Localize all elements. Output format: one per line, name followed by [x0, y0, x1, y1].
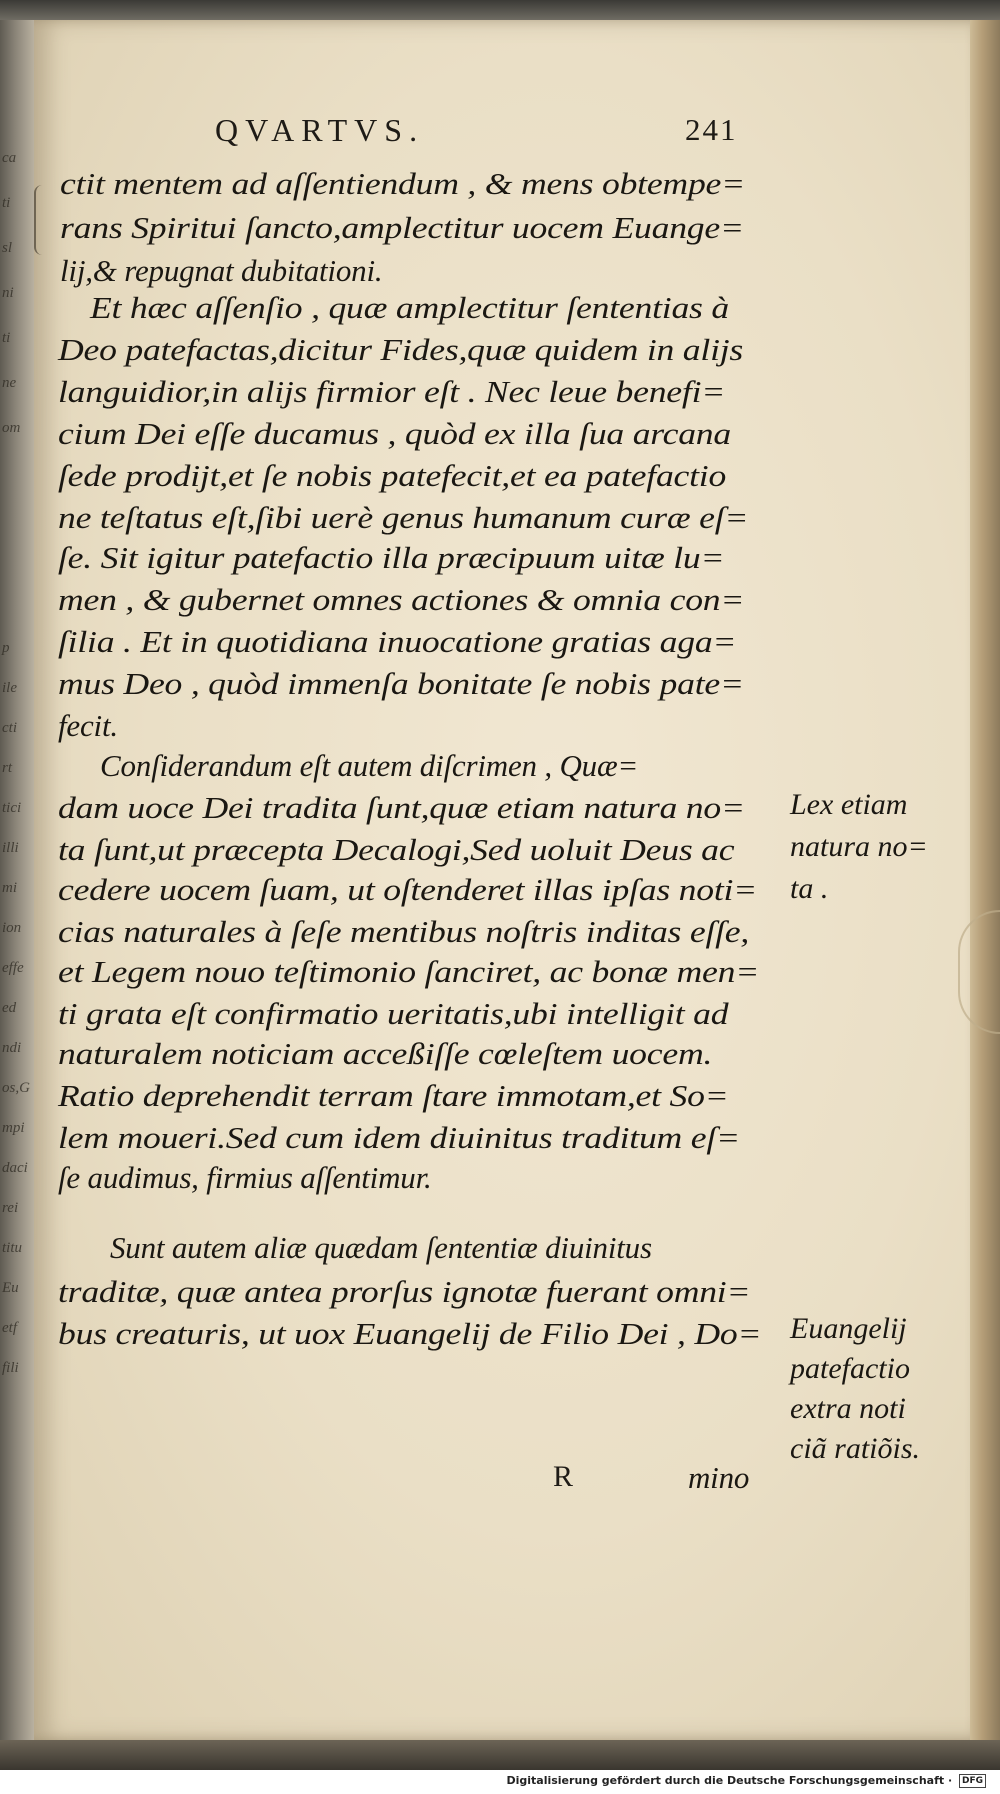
gutter-fragment: ne [2, 375, 17, 391]
gutter-fragment: effe [2, 960, 24, 976]
text-line: ta ſunt,ut præcepta Decalogi,Sed uoluit Deus ac [58, 832, 735, 867]
gutter-fragment: fili [2, 1360, 19, 1376]
text-line: ſede prodijt,et ſe nobis patefecit,et ea patefactio [58, 458, 727, 493]
margin-note-line: extra noti [790, 1392, 906, 1425]
page-fore-edge [970, 20, 1000, 1740]
text-line: ſilia . Et in quotidiana inuocatione gratias aga= [58, 624, 737, 659]
gutter-fragment: p [2, 640, 10, 656]
gutter-fragment: mi [2, 880, 17, 896]
gutter-fragment: mpi [2, 1120, 25, 1136]
gutter-fragment: illi [2, 840, 19, 856]
gutter-fragment: ti [2, 195, 11, 211]
margin-note-line: natura no= [790, 830, 928, 863]
footer-credit [506, 1774, 986, 1788]
gutter-fragment: Eu [2, 1280, 19, 1296]
text-line: cedere uocem ſuam, ut oſtenderet illas ipſas noti= [58, 872, 758, 907]
text-line: cium Dei eſſe ducamus , quòd ex illa ſua arcana [58, 416, 732, 451]
gutter-fragment: rt [2, 760, 13, 776]
catchword: mino [688, 1460, 750, 1495]
text-line: Sunt autem aliæ quædam ſententiæ diuinitus [110, 1230, 652, 1265]
text-line: men , & gubernet omnes actiones & omnia con= [58, 582, 745, 617]
gutter-fragment: ti [2, 330, 11, 346]
text-line: lij,& repugnat dubitationi. [60, 253, 383, 288]
facing-page-edge [0, 20, 34, 1740]
margin-note-line: ta . [790, 872, 829, 905]
text-line: traditæ, quæ antea prorſus ignotæ fuerant omni= [58, 1274, 751, 1309]
text-line: et Legem nouo teſtimonio ſanciret, ac bonæ men= [58, 954, 760, 989]
text-line: ti grata eſt confirmatio ueritatis,ubi intelligit ad [58, 996, 729, 1031]
margin-note-line: patefactio [790, 1352, 910, 1385]
page-number: 241 [685, 112, 738, 147]
gutter-fragment: os,G [2, 1080, 30, 1096]
gutter-fragment: titu [2, 1240, 23, 1256]
text-line: ſe. Sit igitur patefactio illa præcipuum uitæ lu= [58, 540, 725, 575]
running-head: QVARTVS. [215, 112, 425, 148]
gutter-fragment: sl [2, 240, 13, 256]
footer-credit-text: Digitalisierung gefördert durch die Deutsche Forschungsgemeinschaft · [506, 1774, 953, 1787]
gutter-fragment: rei [2, 1200, 19, 1216]
scan-bottom-border [0, 1740, 1000, 1770]
dfg-logo: DFG [959, 1774, 986, 1788]
text-line: languidior,in alijs firmior eſt . Nec leue benefi= [58, 374, 726, 409]
text-line: ne teſtatus eſt,ſibi uerè genus humanum curæ eſ= [58, 500, 749, 535]
text-line: Ratio deprehendit terram ſtare immotam,et So= [58, 1078, 729, 1113]
text-line: dam uoce Dei tradita ſunt,quæ etiam natura no= [58, 790, 745, 825]
gutter-fragment: etf [2, 1320, 17, 1336]
page-tab-outline [958, 910, 1000, 1034]
text-line: mus Deo , quòd immenſa bonitate ſe nobis pate= [58, 666, 744, 701]
text-line: Conſiderandum eſt autem diſcrimen , Quæ= [100, 748, 639, 783]
gutter-fragment: om [2, 420, 21, 436]
digitization-footer [0, 1770, 1000, 1794]
margin-note-line: Euangelij [790, 1312, 907, 1345]
text-line: naturalem noticiam acceßiſſe cœleſtem uocem. [58, 1036, 713, 1071]
text-line: Deo patefactas,dicitur Fides,quæ quidem in alijs [58, 332, 744, 367]
text-line: rans Spiritui ſancto,amplectitur uocem Euange= [60, 210, 744, 245]
gutter-fragment: ca [2, 150, 17, 166]
text-line: Et hæc aſſenſio , quæ amplectitur ſententias à [90, 290, 729, 325]
margin-note-line: Lex etiam [790, 788, 908, 821]
gutter-fragment: ile [2, 680, 17, 696]
gutter-fragment: ion [2, 920, 22, 936]
text-line: fecit. [58, 708, 118, 743]
text-line: lem moueri.Sed cum idem diuinitus traditum eſ= [58, 1120, 740, 1155]
signature-mark: R [553, 1460, 574, 1493]
text-line: ſe audimus, firmius aſſentimur. [58, 1160, 432, 1195]
ink-bracket-mark [34, 185, 44, 255]
gutter-fragment: cti [2, 720, 17, 736]
gutter-fragment: ni [2, 285, 14, 301]
gutter-fragment: ndi [2, 1040, 22, 1056]
margin-note-line: ciã ratiõis. [790, 1432, 921, 1465]
gutter-fragment: tici [2, 800, 22, 816]
gutter-fragment: ed [2, 1000, 17, 1016]
gutter-fragment: daci [2, 1160, 28, 1176]
text-line: bus creaturis, ut uox Euangelij de Filio Dei , Do= [58, 1316, 762, 1351]
text-line: ctit mentem ad aſſentiendum , & mens obtempe= [60, 166, 745, 201]
scan-top-border [0, 0, 1000, 20]
text-line: cias naturales à ſeſe mentibus noſtris inditas eſſe, [58, 914, 750, 949]
